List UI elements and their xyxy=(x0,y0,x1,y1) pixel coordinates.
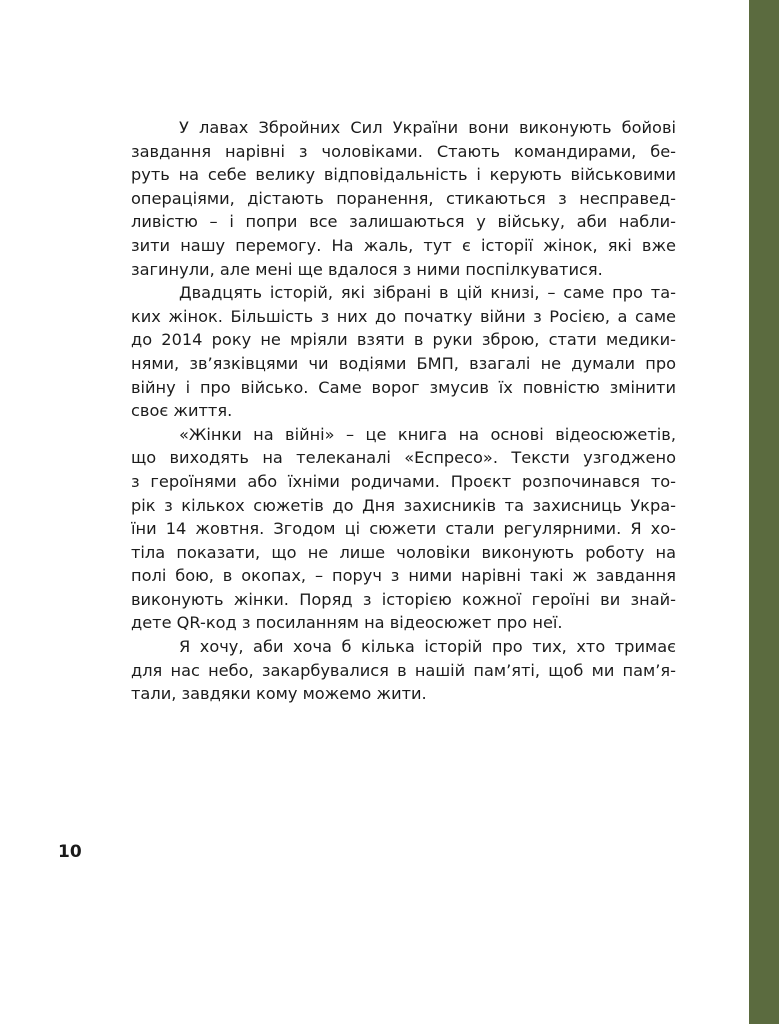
text-line: дете QR-код з посиланням на відеосюжет про неї. xyxy=(131,613,563,633)
text-line: завдання нарівні з чоловіками. Стають командирами, бе- xyxy=(131,141,676,161)
text-line: рік з кількох сюжетів до Дня захисників та захисниць Укра- xyxy=(131,495,676,515)
text-line: їни 14 жовтня. Згодом ці сюжети стали регулярними. Я хо- xyxy=(131,519,676,539)
text-line: війну і про військо. Саме ворог змусив їх повністю змінити xyxy=(131,377,676,397)
text-line: полі бою, в окопах, – поруч з ними нарівні такі ж завдання xyxy=(131,566,676,586)
text-line: виконують жінки. Поряд з історією кожної героїні ви знай- xyxy=(131,589,676,609)
text-line: зити нашу перемогу. На жаль, тут є історії жінок, які вже xyxy=(131,235,676,255)
text-line: що виходять на телеканалі «Еспресо». Тексти узгоджено xyxy=(131,448,676,468)
text-line: нями, зв’язківцями чи водіями БМП, взагалі не думали про xyxy=(131,353,676,373)
text-line: до 2014 року не мріяли взяти в руки зброю, стати медики- xyxy=(131,330,676,350)
text-line: ливістю – і попри все залишаються у війську, аби набли- xyxy=(131,212,676,232)
text-line: операціями, дістають поранення, стикаються з несправед- xyxy=(131,188,676,208)
text-line: руть на себе велику відповідальність і керують військовими xyxy=(131,165,676,185)
text-line: Двадцять історій, які зібрані в цій книзі, – саме про та- xyxy=(179,283,676,303)
page-number: 10 xyxy=(58,842,82,862)
text-line: тіла показати, що не лише чоловіки виконують роботу на xyxy=(131,542,676,562)
body-text xyxy=(131,116,676,706)
text-line: Я хочу, аби хоча б кілька історій про тих, хто тримає xyxy=(179,637,676,657)
text-line: загинули, але мені ще вдалося з ними поспілкуватися. xyxy=(131,259,603,279)
text-line: ких жінок. Більшість з них до початку війни з Росією, а саме xyxy=(131,306,676,326)
text-line: «Жінки на війні» – це книга на основі відеосюжетів, xyxy=(179,424,676,444)
text-line: У лавах Збройних Сил України вони виконують бойові xyxy=(179,118,676,137)
text-line: з героїнями або їхніми родичами. Проєкт розпочинався то- xyxy=(131,471,676,491)
text-line: тали, завдяки кому можемо жити. xyxy=(131,684,427,704)
text-line: для нас небо, закарбувалися в нашій пам’яті, щоб ми пам’я- xyxy=(131,660,676,680)
page-edge-band xyxy=(749,0,779,1024)
text-line: своє життя. xyxy=(131,401,233,421)
